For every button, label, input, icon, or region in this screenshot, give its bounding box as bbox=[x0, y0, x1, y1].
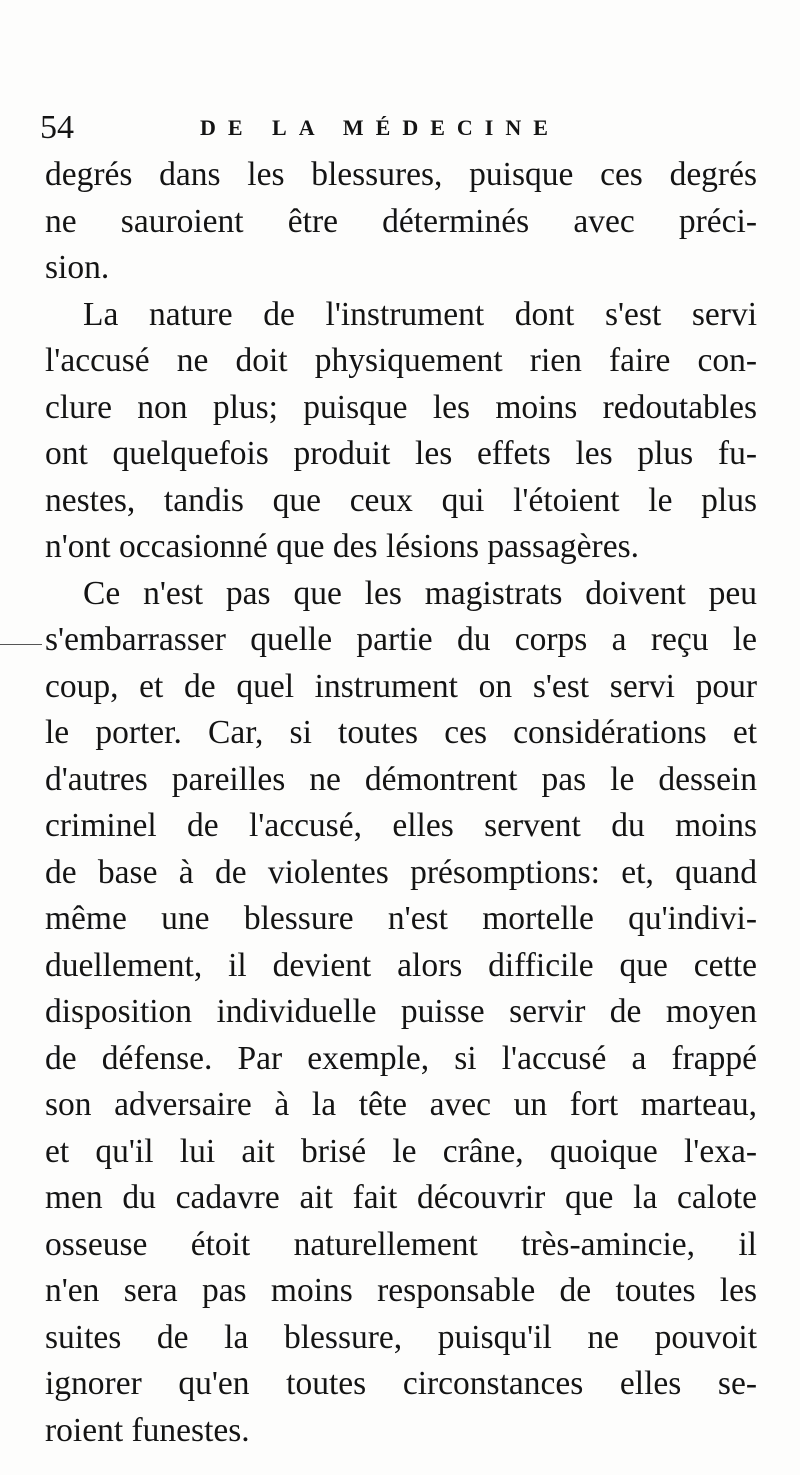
text-line: men du cadavre ait fait découvrir que la calote bbox=[45, 1179, 757, 1216]
text-line: le porter. Car, si toutes ces considérations et bbox=[45, 714, 757, 751]
text-line: Ce n'est pas que les magistrats doivent peu bbox=[83, 574, 757, 612]
text-line: ne sauroient être déterminés avec préci- bbox=[45, 202, 757, 240]
running-title: DE LA MÉDECINE bbox=[200, 115, 560, 140]
text-line: La nature de l'instrument dont s'est servi bbox=[83, 295, 757, 333]
text-line: criminel de l'accusé, elles servent du moins bbox=[45, 807, 757, 844]
paragraph bbox=[45, 571, 757, 1455]
text-line: de défense. Par exemple, si l'accusé a frappé bbox=[45, 1039, 757, 1077]
margin-mark bbox=[0, 644, 42, 645]
running-head bbox=[40, 108, 760, 148]
paragraph bbox=[45, 292, 757, 571]
text-line: même une blessure n'est mortelle qu'indivi- bbox=[45, 900, 757, 937]
text-line: clure non plus; puisque les moins redoutables bbox=[45, 388, 757, 426]
text-line: son adversaire à la tête avec un fort marteau, bbox=[45, 1086, 757, 1123]
paragraph bbox=[45, 152, 757, 292]
text-line: et qu'il lui ait brisé le crâne, quoique l'exa- bbox=[45, 1132, 757, 1170]
text-line: duellement, il devient alors difficile que cette bbox=[45, 946, 757, 984]
text-line: disposition individuelle puisse servir de moyen bbox=[45, 993, 757, 1030]
text-line: s'embarrasser quelle partie du corps a reçu le bbox=[45, 621, 757, 658]
text-line: roient funestes. bbox=[45, 1411, 250, 1449]
text-line: osseuse étoit naturellement très-amincie, il bbox=[45, 1225, 757, 1263]
text-line: de base à de violentes présomptions: et, quand bbox=[45, 853, 757, 891]
text-line: nestes, tandis que ceux qui l'étoient le plus bbox=[45, 481, 757, 519]
text-line: coup, et de quel instrument on s'est servi pour bbox=[45, 667, 757, 705]
text-line: degrés dans les blessures, puisque ces degrés bbox=[45, 156, 757, 193]
text-line: ignorer qu'en toutes circonstances elles se- bbox=[45, 1365, 757, 1402]
text-line: n'ont occasionné que des lésions passagères. bbox=[45, 528, 639, 565]
text-line: n'en sera pas moins responsable de toutes les bbox=[45, 1272, 757, 1309]
page-number: 54 bbox=[40, 109, 74, 146]
text-line: d'autres pareilles ne démontrent pas le dessein bbox=[45, 760, 757, 798]
text-line: l'accusé ne doit physiquement rien faire con- bbox=[45, 342, 757, 379]
body-text bbox=[45, 152, 757, 1454]
text-line: sion. bbox=[45, 249, 110, 286]
text-line: suites de la blessure, puisqu'il ne pouvoit bbox=[45, 1318, 757, 1356]
text-line: ont quelquefois produit les effets les plus fu- bbox=[45, 435, 757, 472]
